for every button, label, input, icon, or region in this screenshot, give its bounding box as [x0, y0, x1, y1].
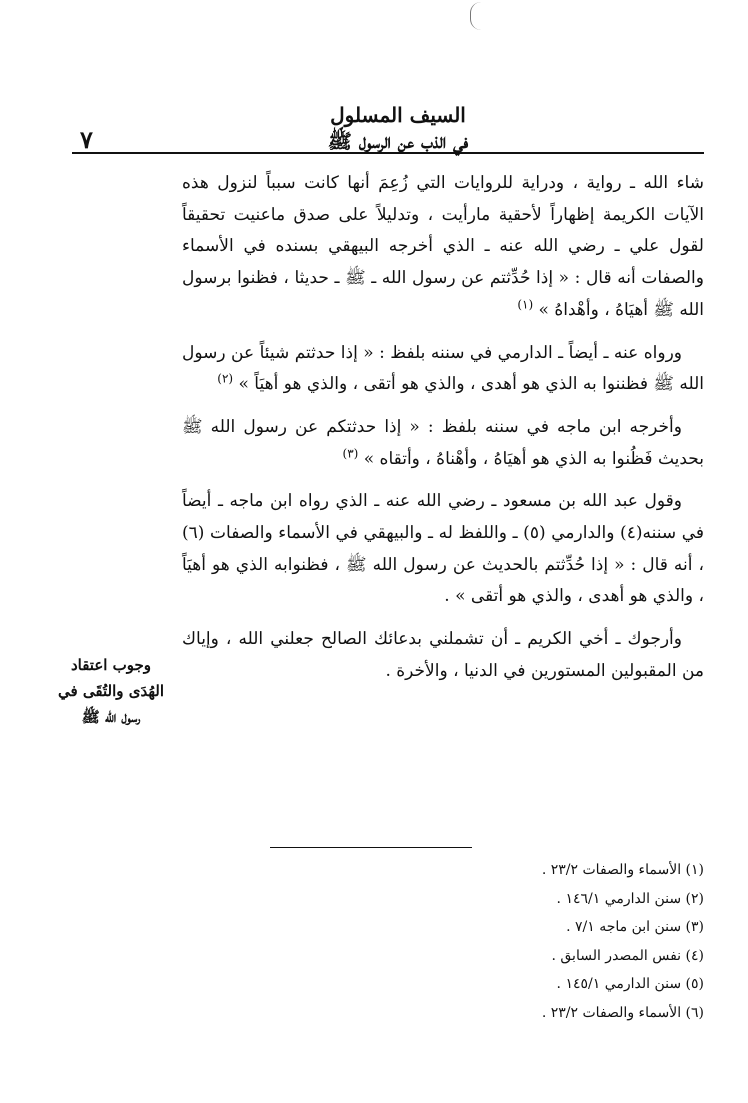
footnote-ref-2: (٢): [217, 371, 234, 386]
footnote-ref-3: (٣): [342, 445, 359, 460]
margin-note-line-1: وجوب اعتقاد: [70, 656, 152, 674]
paragraph-5-text: وأرجوك ـ أخي الكريم ـ أن تشملني بدعائك الصالح جعلني الله ، وإياك من المقبولين المستورين في الدنيا ، والأخرة .: [182, 629, 704, 681]
main-text: [182, 168, 704, 699]
footnote-3: (٣) سنن ابن ماجه ٧/١ .: [566, 919, 704, 935]
footnotes: [304, 856, 704, 1027]
page-number: ٧: [80, 125, 93, 154]
margin-note: [56, 652, 166, 730]
paragraph-2: [182, 338, 704, 401]
footnote-5: (٥) سنن الدارمي ١٤٥/١ .: [556, 976, 704, 992]
paragraph-1: [182, 168, 704, 327]
header-title-line-1: السيف المسلول: [330, 103, 466, 127]
running-header-title: [288, 102, 508, 154]
footnote-rule: [270, 847, 472, 848]
header-rule: [72, 152, 704, 154]
scan-bracket-mark: [470, 2, 481, 30]
footnote-ref-1: (١): [517, 297, 534, 312]
footnote-4: (٤) نفس المصدر السابق .: [551, 947, 704, 964]
margin-note-line-3: رسول الله ﷺ: [81, 708, 141, 726]
header-title-line-2: في الذب عن الرسول ﷺ: [327, 129, 469, 153]
footnote-1: (١) الأسماء والصفات ٢٣/٢ .: [541, 862, 704, 878]
paragraph-4-text: وقول عبد الله بن مسعود ـ رضي الله عنه ـ الذي رواه ابن ماجه ـ أيضاً في سننه(٤) والدارمي (٥) ـ واللفظ له ـ والبيهقي في الأسماء والصفات (٦) ، أنه قال : « إذا حُدِّثتم بالحديث عن رسول الله ﷺ ، فظنوابه الذي هو أهيَاً ، والذي هو أهدى ، والذي هو أتقى » .: [182, 491, 704, 607]
paragraph-3: [182, 412, 704, 475]
paragraph-5: [182, 624, 704, 687]
margin-note-line-2: الهُدَى والتُقَى في: [58, 682, 164, 700]
paragraph-3-text: وأخرجه ابن ماجه في سننه بلفظ : « إذا حدثتكم عن رسول الله ﷺ بحديث فَظُنوا به الذي هو أهيَاهُ ، وأهْناهُ ، وأتقاه »: [182, 416, 704, 469]
paragraph-2-text: ورواه عنه ـ أيضاً ـ الدارمي في سننه بلفظ : « إذا حدثتم شيئاً عن رسول الله ﷺ فظننوا به الذي هو أهدى ، والذي هو أتقى ، والذي هو أهيَاً »: [182, 342, 704, 395]
paragraph-4: [182, 486, 704, 613]
footnote-2: (٢) سنن الدارمي ١٤٦/١ .: [556, 890, 704, 907]
paragraph-1-text: شاء الله ـ رواية ، ودراية للروايات التي زُعِمَ أنها كانت سبباً لنزول هذه الآيات الكريمة إظهاراً لأحقية مارأيت ، وتدليلاً على صدق ماعنيت تحقيقاً لقول علي ـ رضي الله عنه ـ الذي أخرجه البيهقي بسنده في الأسماء والصفات أنه قال : « إذا حُدِّثتم عن رسول الله ـ ﷺ ـ حديثا ، فظنوا برسول الله ﷺ أهيَاهُ ، وأهْداهُ »: [182, 173, 704, 320]
footnote-6: (٦) الأسماء والصفات ٢٣/٢ .: [541, 1004, 704, 1021]
